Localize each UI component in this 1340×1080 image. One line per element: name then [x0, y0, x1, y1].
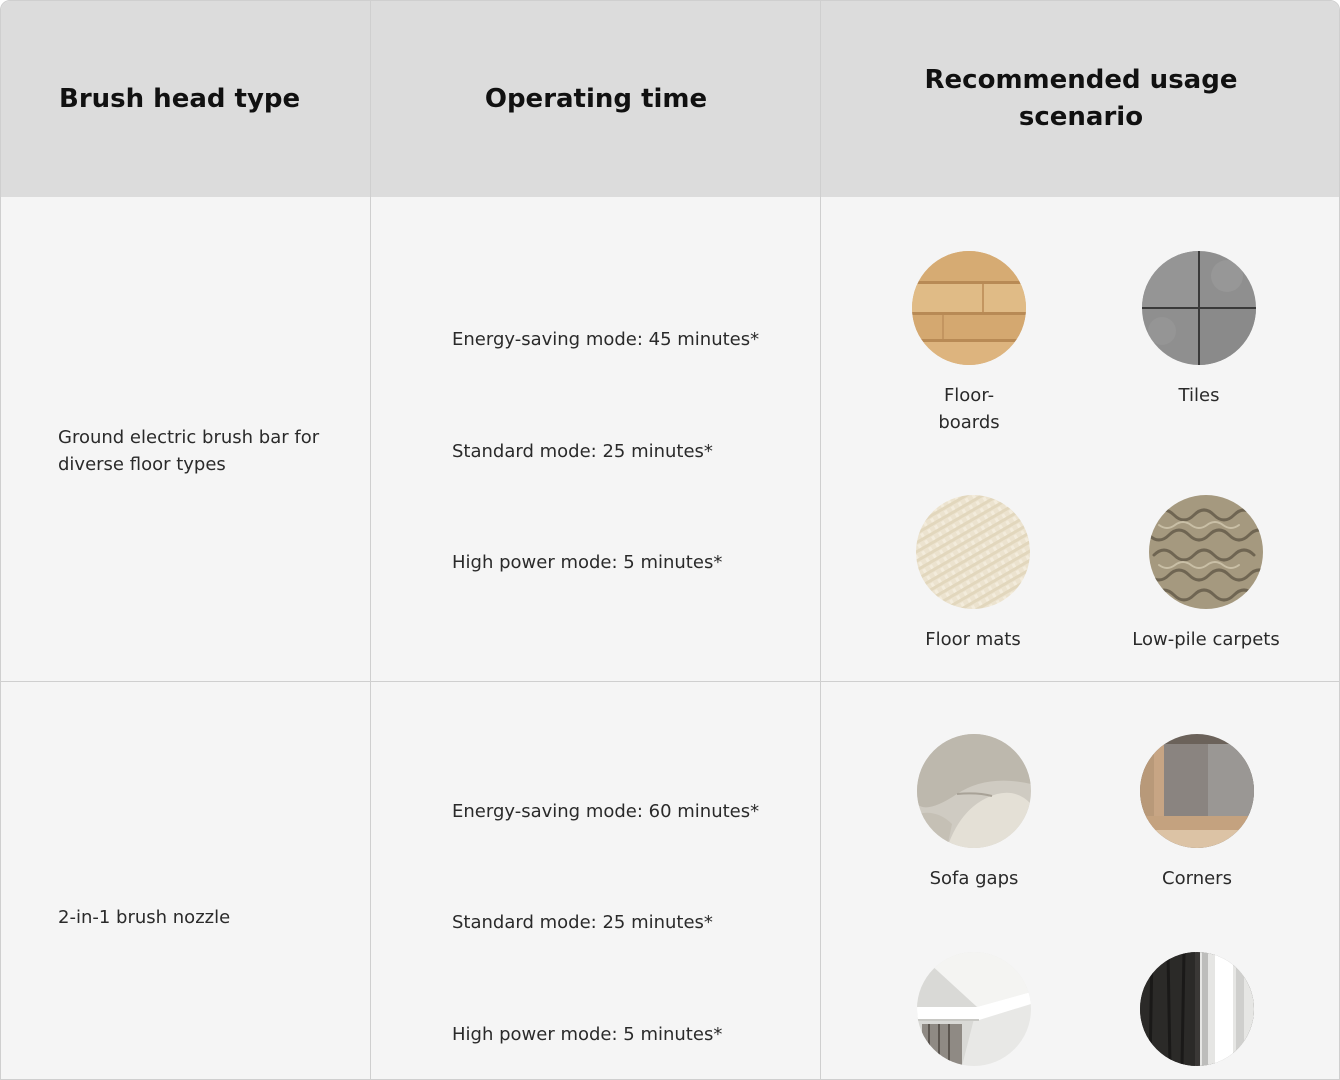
scenario-curtains [1107, 952, 1287, 1066]
scenario-floor-mats [883, 495, 1063, 653]
scenario-label: Sofa gaps [929, 868, 1019, 889]
header-usage-line1: Recommended usage [924, 65, 1238, 95]
scenario-label: Low-pile carpets [1132, 629, 1280, 650]
row-divider [1, 681, 1339, 682]
column-divider [820, 1, 821, 1079]
sofa-cushion-image [917, 734, 1031, 848]
row1-mode-standard: Standard mode: 25 minutes* [452, 441, 713, 462]
scenario-tiles [1109, 251, 1289, 409]
header-usage-line2: scenario [1018, 102, 1144, 132]
header-recommended-usage [821, 1, 1340, 197]
header-operating-time [371, 1, 821, 197]
scenario-low-pile-carpets [1116, 495, 1296, 653]
row1-brush-type [58, 424, 319, 478]
scenario-floorboards [879, 251, 1059, 436]
woven-mat-image [916, 495, 1030, 609]
brush-type-line: 2-in-1 brush nozzle [58, 907, 231, 928]
stone-tiles-image [1142, 251, 1256, 365]
scenario-label: Floor mats [925, 629, 1021, 650]
scenario-label: Tiles [1178, 385, 1220, 406]
row1-mode-energy-saving: Energy-saving mode: 45 minutes* [452, 329, 760, 350]
scenario-corners [1107, 734, 1287, 892]
header-operating-time-label: Operating time [484, 83, 708, 114]
carpet-texture-image [1149, 495, 1263, 609]
row2-brush-type [58, 904, 230, 931]
curtain-window-image [1140, 952, 1254, 1066]
scenario-label: Corners [1162, 868, 1232, 889]
wood-floorboards-image [912, 251, 1026, 365]
cabinet-corner-image [1140, 734, 1254, 848]
scenario-label: Floor- [943, 385, 995, 406]
scenario-ceiling-molding [884, 952, 1064, 1066]
row2-mode-high-power: High power mode: 5 minutes* [452, 1024, 723, 1045]
column-divider [370, 1, 371, 1079]
row2-mode-energy-saving: Energy-saving mode: 60 minutes* [452, 801, 760, 822]
ceiling-molding-image [917, 952, 1031, 1066]
row1-mode-high-power: High power mode: 5 minutes* [452, 552, 723, 573]
brush-type-line: diverse floor types [58, 454, 226, 475]
scenario-label: boards [938, 412, 1000, 433]
header-brush-head-type: Brush head type [59, 83, 301, 114]
scenario-sofa-gaps [884, 734, 1064, 892]
row2-mode-standard: Standard mode: 25 minutes* [452, 912, 713, 933]
brush-type-line: Ground electric brush bar for [58, 427, 320, 448]
